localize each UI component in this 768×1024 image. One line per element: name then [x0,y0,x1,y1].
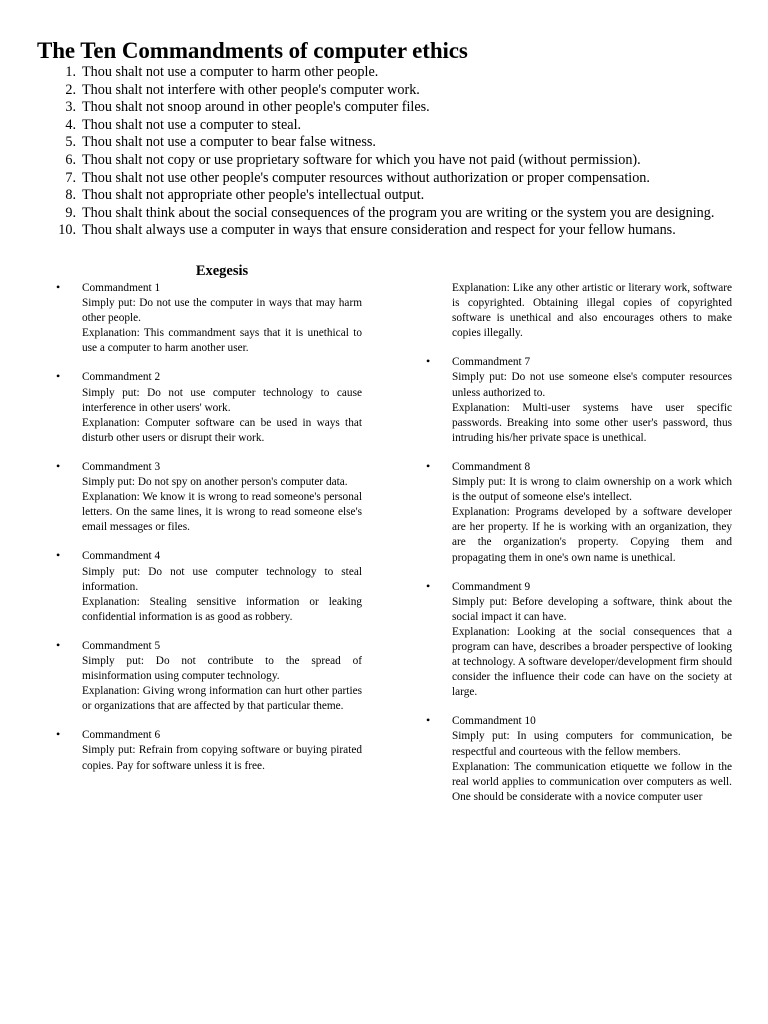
spacer [0,446,362,460]
commandment-text: Thou shalt not use a computer to steal. [82,116,302,133]
entry-heading: Commandment 4 [82,550,161,563]
commandment-item [0,222,768,240]
entry-heading: Commandment 3 [82,460,161,473]
bullet-icon: • [426,578,431,593]
commandment-text: Thou shalt not use other people's computer resources without authorization or proper compensation. [82,169,650,186]
page-title: The Ten Commandments of computer ethics [37,38,468,63]
entry-simply-put: Simply put: Do not use someone else's computer resources unless authorized to. [452,371,732,399]
entry-heading: Commandment 5 [82,639,161,652]
commandment-item [0,205,768,223]
commandment-text: Thou shalt not interfere with other people's computer work. [82,81,420,98]
entry-simply-put: Simply put: Do not use the computer in ways that may harm other people. [82,297,362,325]
commandment-text: Thou shalt not copy or use proprietary software for which you have not paid (without permission). [82,151,641,168]
commandment-text: Thou shalt not use a computer to harm other people. [82,64,379,80]
commandment-text: Thou shalt not snoop around in other people's computer files. [82,99,430,116]
exegesis-entry [370,580,732,701]
entry-heading: Commandment 7 [452,356,531,369]
exegesis-entry [0,460,362,535]
commandment-item [0,117,768,135]
entry-heading: Commandment 2 [82,371,161,384]
exegesis-entry [370,714,732,805]
exegesis-entry [0,728,362,773]
entry-explanation: Explanation: Giving wrong information can hurt other parties or organizations that are affected by that particular theme. [82,685,362,713]
exegesis-entry [0,370,362,445]
entry-simply-put: Simply put: In using computers for communication, be respectful and courteous with the fellow members. [452,730,732,758]
entry-simply-put: Simply put: Refrain from copying software or buying pirated copies. Pay for software unless it is free. [82,744,362,772]
spacer [370,700,732,714]
entry-simply-put: Simply put: Do not use computer technology to steal information. [82,565,362,593]
entry-heading: Commandment 10 [452,715,536,728]
commandment-item [0,134,768,152]
entry-simply-put: Simply put: Do not contribute to the spread of misinformation using computer technology. [82,654,362,683]
exegesis-entry [370,460,732,566]
entry-explanation: Explanation: This commandment says that it is unethical to use a computer to harm another user. [82,327,362,355]
spacer [0,356,362,370]
list-number: 7. [65,169,76,186]
exegesis-column-left [0,281,362,774]
entry-explanation: Explanation: We know it is wrong to read someone's personal letters. On the same lines, it is wrong to read someone else's email messages or files. [82,491,362,534]
exegesis-entry [0,639,362,714]
commandment-item [0,170,768,188]
bullet-icon: • [56,548,61,563]
commandment-item [0,187,768,205]
bullet-icon: • [56,369,61,384]
exegesis-entry [0,281,362,356]
entry-simply-put: Simply put: It is wrong to claim ownership on a work which is the output of someone else's intellect. [452,476,732,504]
spacer [370,446,732,460]
exegesis-entry [0,549,362,624]
exegesis-entry-continued [370,281,732,341]
entry-explanation: Explanation: Computer software can be used in ways that disturb other users or disrupt their work. [82,416,362,444]
entry-heading: Commandment 8 [452,460,531,473]
commandment-text: Thou shalt think about the social consequences of the program you are writing or the system you are designing. [82,204,715,221]
entry-simply-put: Simply put: Do not spy on another person's computer data. [82,476,348,489]
list-number: 1. [65,64,76,80]
exegesis-heading: Exegesis [195,263,249,279]
entry-explanation: Explanation: Multi-user systems have user specific passwords. Breaking into some other user's password, thus intruding his/her private space is unethical. [452,401,732,444]
entry-simply-put: Simply put: Before developing a software, think about the social impact it can have. [452,595,732,623]
entry-heading: Commandment 6 [82,729,161,742]
list-number: 3. [65,99,76,116]
entry-heading: Commandment 9 [452,580,531,593]
list-number: 6. [65,151,76,168]
bullet-icon: • [426,458,431,473]
spacer [370,341,732,355]
spacer [0,625,362,639]
list-number: 2. [65,81,76,98]
commandment-text: Thou shalt not use a computer to bear false witness. [82,134,376,151]
bullet-icon: • [426,354,431,369]
commandment-text: Thou shalt always use a computer in ways that ensure consideration and respect for your fellow humans. [82,222,676,239]
spacer [0,714,362,728]
bullet-icon: • [56,727,61,742]
commandment-item [0,82,768,100]
entry-explanation: Explanation: Stealing sensitive information or leaking confidential information is as good as robbery. [82,595,362,623]
bullet-icon: • [56,280,61,294]
bullet-icon: • [426,713,431,728]
commandment-item [0,99,768,117]
spacer [370,566,732,580]
list-number: 4. [65,116,76,133]
commandment-item [0,64,768,82]
entry-heading: Commandment 1 [82,282,161,294]
entry-explanation: Explanation: Looking at the social consequences that a program can have, describes a broader perspective of looking at technology. A software developer/development firm should consider the influence their code can have on the society at large. [452,625,732,699]
commandment-item [0,152,768,170]
list-number: 8. [65,187,76,204]
exegesis-column-right [370,281,732,805]
bullet-icon: • [56,458,61,473]
commandment-text: Thou shalt not appropriate other people's intellectual output. [82,187,425,204]
spacer [0,535,362,549]
commandments-list [0,64,768,240]
exegesis-entry [370,355,732,446]
entry-explanation: Explanation: The communication etiquette we follow in the real world applies to communication over computers as well. One should be considerate with a novice computer user [452,760,732,803]
entry-simply-put: Simply put: Do not use computer technology to cause interference in other users' work. [82,386,362,414]
list-number: 5. [65,134,76,151]
list-number: 10. [58,222,76,239]
entry-explanation: Explanation: Like any other artistic or literary work, software is copyrighted. Obtaining illegal copies of copyrighted software is unethical and also encourages others to make copies illegally. [452,282,732,340]
bullet-icon: • [56,637,61,652]
list-number: 9. [65,204,76,221]
entry-explanation: Explanation: Programs developed by a software developer are her property. If he is working with an organization, they are the organization's property. Copying them and propagating them in one's own name is unethical. [452,506,732,564]
